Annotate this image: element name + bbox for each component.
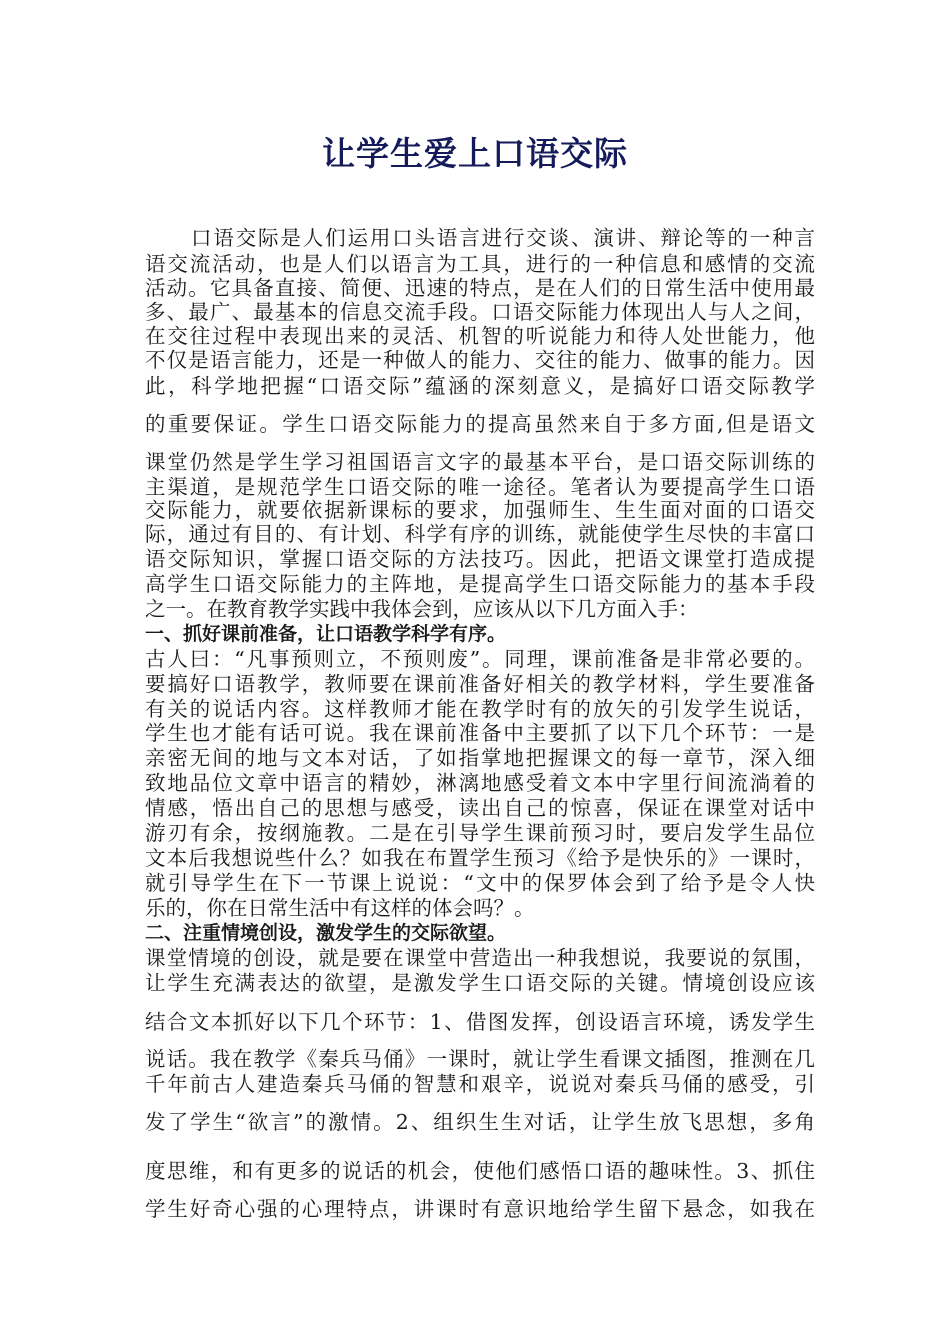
paragraph-line: 之一。在教育教学实践中我体会到，应该从以下几方面入手： <box>145 597 699 621</box>
paragraph-line: 际，通过有目的、有计划、科学有序的训练，就能使学生尽快的丰富口 <box>145 522 815 546</box>
paragraph-line: 游刃有余，按纲施教。二是在引导学生课前预习时，要启发学生品位 <box>145 821 815 845</box>
document-title: 让学生爱上口语交际 <box>322 134 628 173</box>
paragraph-line: 情感，悟出自己的思想与感受，读出自己的惊喜，保证在课堂对话中 <box>145 796 815 820</box>
paragraph-line: 就引导学生在下一节课上说说：“文中的保罗体会到了给予是令人快 <box>145 871 815 895</box>
paragraph-line: 主渠道，是规范学生口语交际的唯一途径。笔者认为要提高学生口语 <box>145 475 815 499</box>
section-heading-2: 二、注重情境创设，激发学生的交际欲望。 <box>145 922 507 944</box>
paragraph-line: 古人曰：“凡事预则立，不预则废”。同理，课前准备是非常必要的。 <box>145 647 815 671</box>
paragraph-line: 亲密无间的地与文本对话，了如指掌地把握课文的每一章节，深入细 <box>145 746 815 770</box>
paragraph-line: 课堂仍然是学生学习祖国语言文字的最基本平台，是口语交际训练的 <box>145 450 815 474</box>
paragraph-line: 说话。我在教学《秦兵马俑》一课时，就让学生看课文插图，推测在几 <box>145 1047 815 1071</box>
paragraph-line: 此，科学地把握“口语交际”蕴涵的深刻意义，是搞好口语交际教学 <box>145 374 815 398</box>
paragraph-line: 结合文本抓好以下几个环节：1、借图发挥，创设语言环境，诱发学生 <box>145 1010 815 1034</box>
paragraph-line: 多、最广、最基本的信息交流手段。口语交际能力体现出人与人之间， <box>145 300 815 324</box>
paragraph-line: 活动。它具备直接、简便、迅速的特点，是在人们的日常生活中使用最 <box>145 276 815 300</box>
paragraph-line: 千年前古人建造秦兵马俑的智慧和艰辛，说说对秦兵马俑的感受，引 <box>145 1072 815 1096</box>
section-heading-1: 一、抓好课前准备，让口语教学科学有序。 <box>145 623 507 645</box>
paragraph-line: 致地品位文章中语言的精妙，淋漓地感受着文本中字里行间流淌着的 <box>145 771 815 795</box>
paragraph-line: 学生也才能有话可说。我在课前准备中主要抓了以下几个环节：一是 <box>145 721 815 745</box>
paragraph-line: 的重要保证。学生口语交际能力的提高虽然来自于多方面,但是语文 <box>145 412 815 436</box>
paragraph-line: 高学生口语交际能力的主阵地，是提高学生口语交际能力的基本手段 <box>145 572 815 596</box>
paragraph-line: 交际能力，就要依据新课标的要求，加强师生、生生面对面的口语交 <box>145 498 815 522</box>
paragraph-line: 语交流活动，也是人们以语言为工具，进行的一种信息和感情的交流 <box>145 252 815 276</box>
paragraph-line: 发了学生“欲言”的激情。2、组织生生对话，让学生放飞思想，多角 <box>145 1110 815 1134</box>
paragraph-line: 在交往过程中表现出来的灵活、机智的听说能力和待人处世能力，他 <box>145 324 815 348</box>
paragraph-line: 让学生充满表达的欲望，是激发学生口语交际的关键。情境创设应该 <box>145 971 815 995</box>
paragraph-line: 不仅是语言能力，还是一种做人的能力、交往的能力、做事的能力。因 <box>145 348 815 372</box>
paragraph-line: 乐的，你在日常生活中有这样的体会吗？。 <box>145 896 535 920</box>
paragraph-line: 语交际知识，掌握口语交际的方法技巧。因此，把语文课堂打造成提 <box>145 547 815 571</box>
paragraph-line: 要搞好口语教学，教师要在课前准备好相关的教学材料，学生要准备 <box>145 672 815 696</box>
paragraph-line: 课堂情境的创设，就是要在课堂中营造出一种我想说，我要说的氛围， <box>145 946 815 970</box>
paragraph-line: 度思维，和有更多的说话的机会，使他们感悟口语的趣味性。3、抓住 <box>145 1159 815 1183</box>
paragraph-line: 文本后我想说些什么？如我在布置学生预习《给予是快乐的》一课时， <box>145 846 815 870</box>
paragraph-line: 学生好奇心强的心理特点，讲课时有意识地给学生留下悬念，如我在 <box>145 1197 815 1221</box>
paragraph-line: 有关的说话内容。这样教师才能在教学时有的放矢的引发学生说话， <box>145 697 815 721</box>
paragraph-line: 口语交际是人们运用口头语言进行交谈、演讲、辩论等的一种言 <box>191 226 815 250</box>
